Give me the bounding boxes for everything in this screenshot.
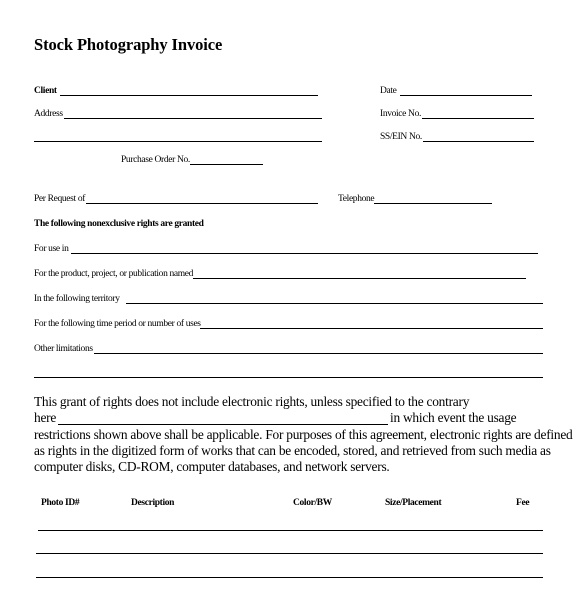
rights-paragraph-line-4: as rights in the digitized form of works that can be encoded, stored, and retrieved from such media as	[34, 443, 551, 458]
date-line[interactable]	[400, 95, 532, 96]
purchase-order-label: Purchase Order No.	[121, 155, 190, 165]
here-text: here	[34, 410, 57, 425]
rights-paragraph-line-5: computer disks, CD-ROM, computer databases, and network servers.	[34, 459, 390, 474]
electronic-rights-line[interactable]	[58, 424, 388, 425]
address-line[interactable]	[64, 118, 322, 119]
col-description: Description	[131, 498, 175, 508]
client-line[interactable]	[60, 95, 318, 96]
telephone-line[interactable]	[374, 203, 492, 204]
table-row[interactable]	[38, 530, 543, 531]
client-label: Client	[34, 86, 57, 96]
address-line-2[interactable]	[34, 141, 322, 142]
time-period-line[interactable]	[200, 328, 543, 329]
invoice-no-label: Invoice No.	[380, 109, 421, 119]
col-color-bw: Color/BW	[293, 498, 332, 508]
territory-line[interactable]	[126, 303, 543, 304]
col-size-placement: Size/Placement	[385, 498, 442, 508]
rights-heading: The following nonexclusive rights are granted	[34, 219, 204, 229]
for-use-in-line[interactable]	[71, 253, 538, 254]
usage-text: in which event the usage	[390, 410, 517, 425]
address-label: Address	[34, 109, 63, 119]
product-label: For the product, project, or publication named	[34, 269, 194, 279]
per-request-line[interactable]	[86, 203, 318, 204]
col-fee: Fee	[516, 498, 530, 508]
other-limitations-line-2[interactable]	[34, 377, 543, 378]
table-row[interactable]	[36, 553, 543, 554]
rights-paragraph-line-2	[34, 410, 56, 426]
ss-ein-line[interactable]	[423, 141, 534, 142]
time-period-label: For the following time period or number of uses	[34, 319, 201, 329]
product-line[interactable]	[193, 278, 526, 279]
other-limitations-line[interactable]	[94, 353, 543, 354]
telephone-label: Telephone	[338, 194, 375, 204]
invoice-no-line[interactable]	[422, 118, 534, 119]
col-photo-id: Photo ID#	[41, 498, 80, 508]
table-row[interactable]	[36, 577, 543, 578]
per-request-label: Per Request of	[34, 194, 86, 204]
rights-paragraph-line-1: This grant of rights does not include electronic rights, unless specified to the contrary	[34, 394, 470, 409]
document-title: Stock Photography Invoice	[34, 35, 223, 54]
ss-ein-label: SS/EIN No.	[380, 132, 422, 142]
purchase-order-line[interactable]	[190, 164, 263, 165]
date-label: Date	[380, 86, 397, 96]
other-limitations-label: Other limitations	[34, 344, 93, 354]
rights-paragraph-line-3: restrictions shown above shall be applicable. For purposes of this agreement, electronic rights are defined	[34, 427, 573, 442]
territory-label: In the following territory	[34, 294, 120, 304]
for-use-in-label: For use in	[34, 244, 69, 254]
